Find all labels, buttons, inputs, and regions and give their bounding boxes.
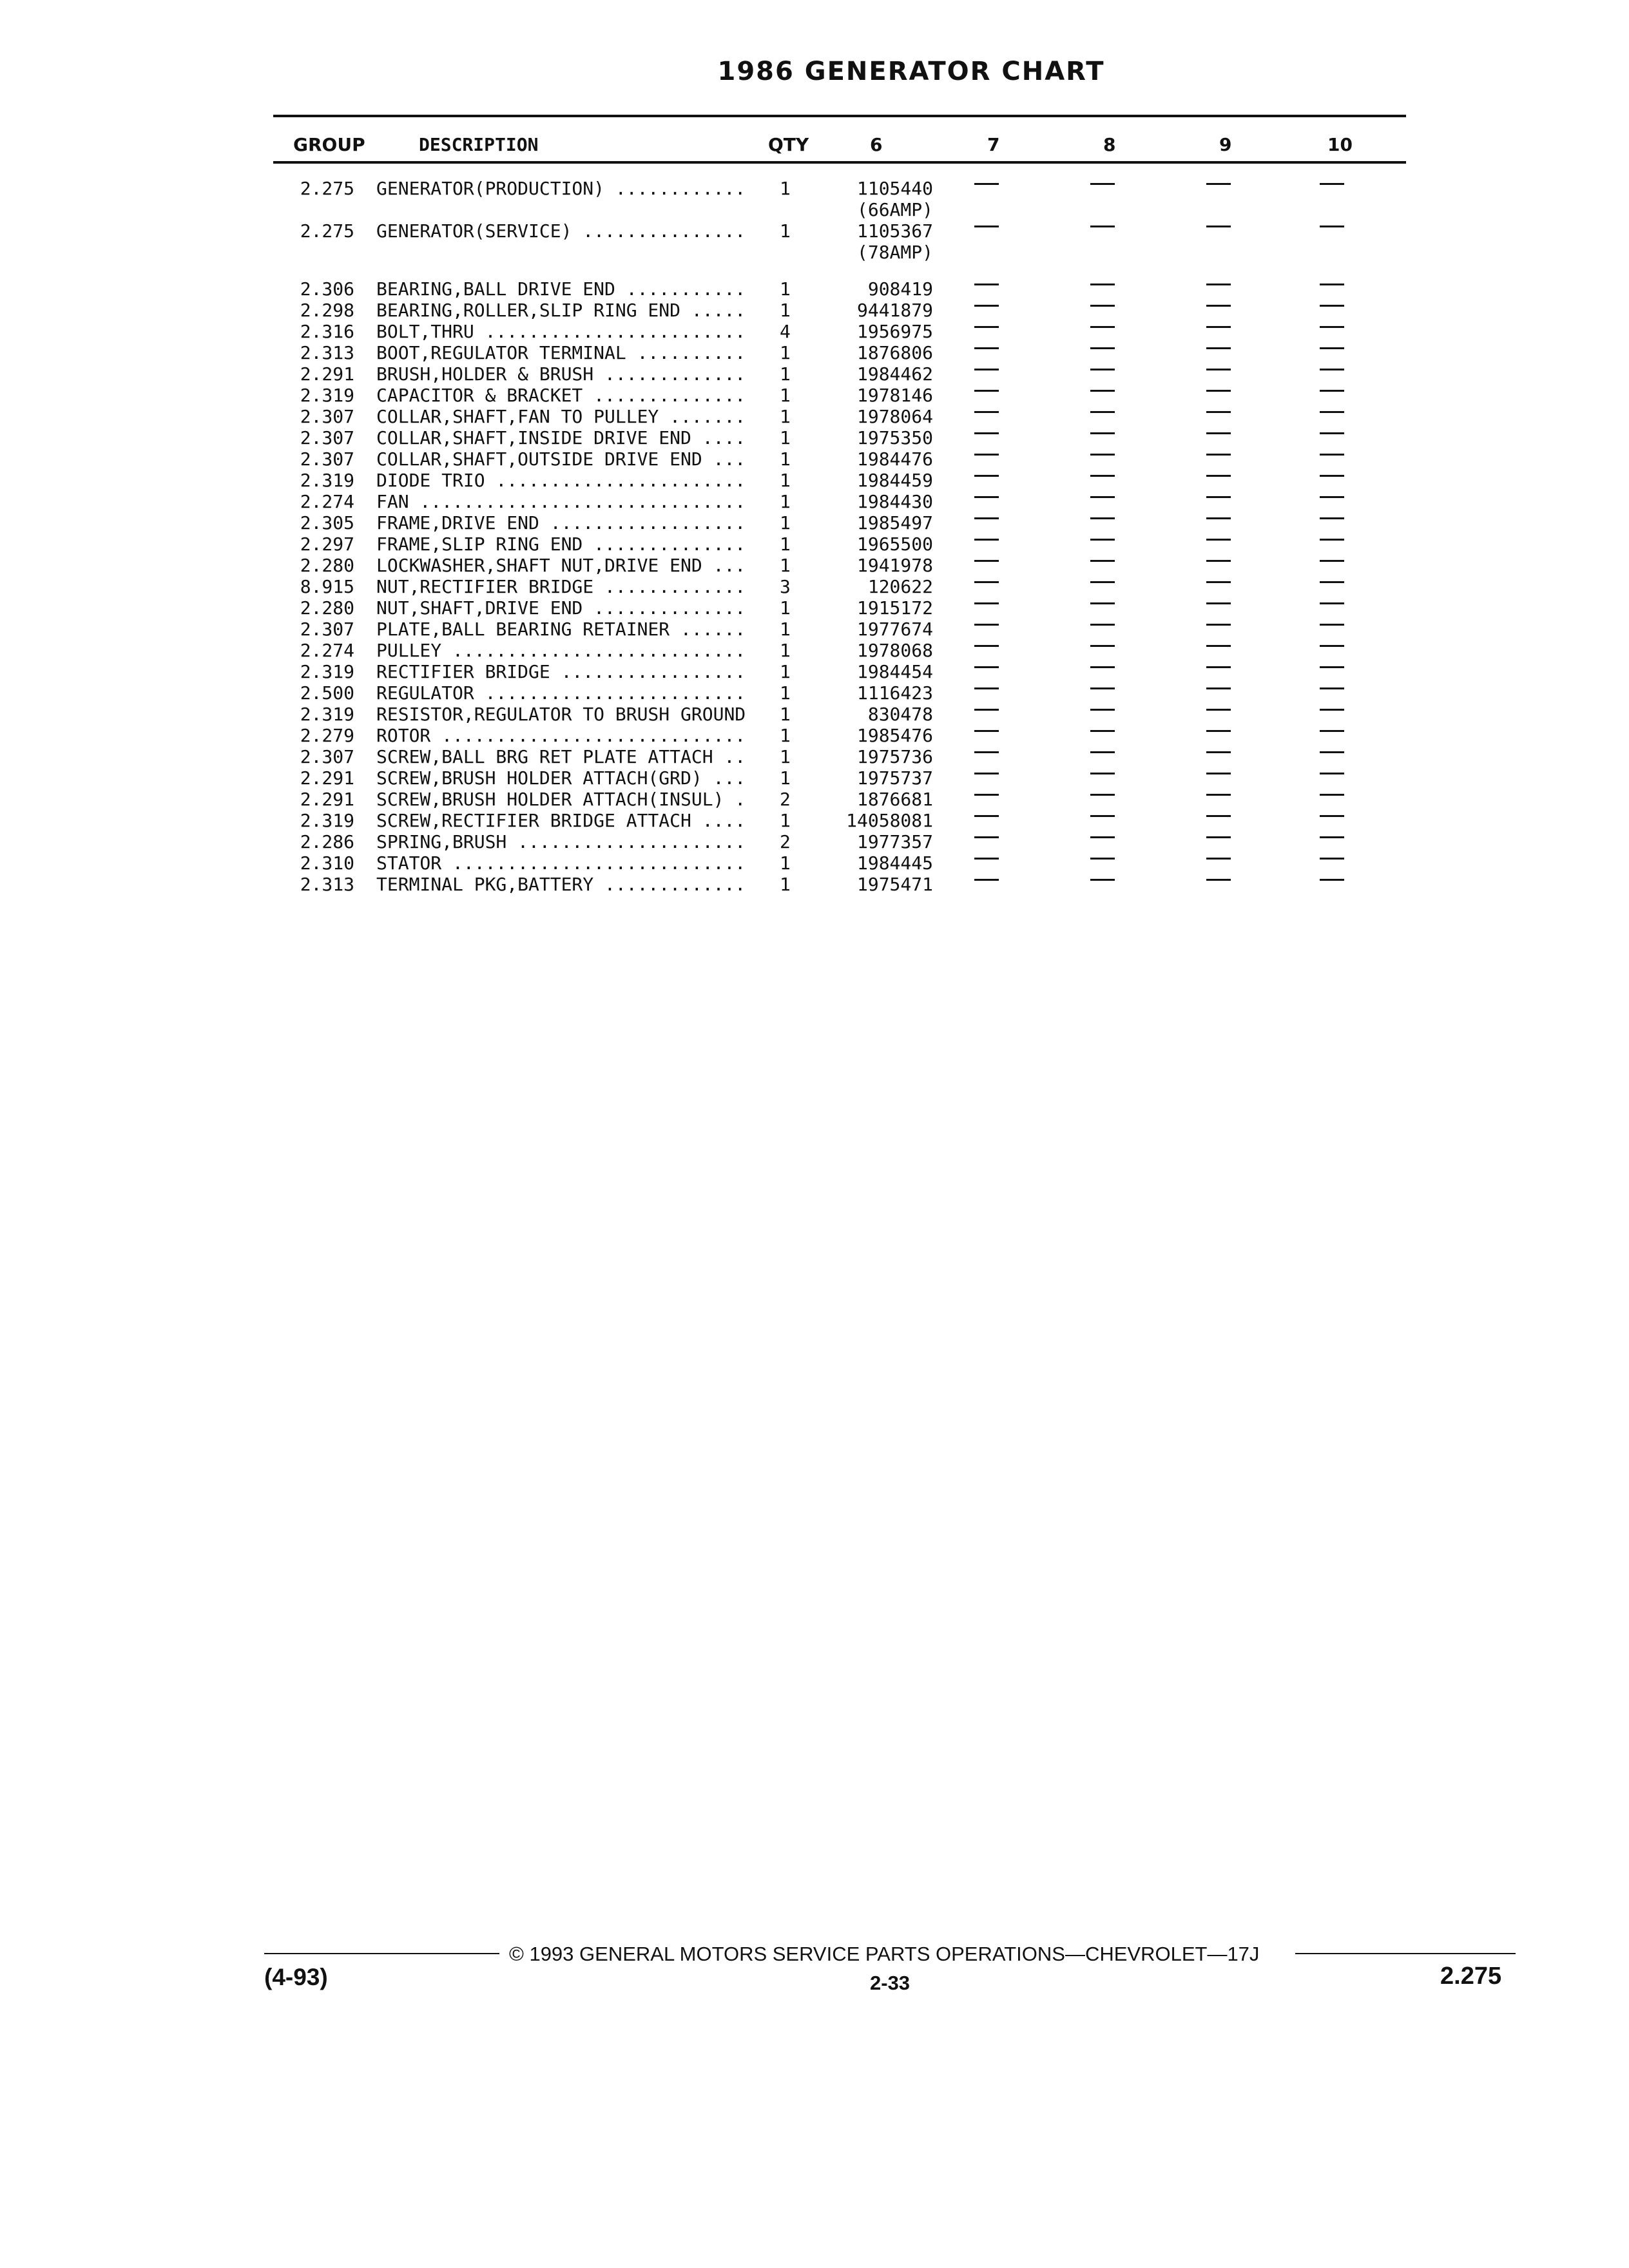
empty-cell-dash [1320,326,1344,328]
footer-rule-right [1295,1953,1516,1954]
empty-cell-dash [1090,581,1115,583]
row-group: 2.275 [300,220,354,242]
empty-cell-dash [1090,836,1115,838]
row-qty: 1 [780,491,791,512]
row-qty: 4 [780,321,791,342]
row-part-number: 1876681 [856,789,933,810]
row-group: 2.275 [300,178,354,199]
empty-cell-dash [1320,879,1344,881]
row-qty: 1 [780,178,791,199]
row-part-number: 830478 [867,704,933,725]
row-description: FRAME,DRIVE END .................. [376,512,746,533]
row-part-number: 1956975 [856,321,933,342]
empty-cell-dash [1206,666,1231,668]
empty-cell-dash [1090,687,1115,689]
empty-cell-dash [974,858,999,860]
row-part-number: 1984459 [856,470,933,491]
empty-cell-dash [974,751,999,753]
empty-cell-dash [974,369,999,370]
empty-cell-dash [1206,730,1231,732]
empty-cell-dash [974,666,999,668]
empty-cell-dash [974,773,999,774]
row-description: RECTIFIER BRIDGE ................. [376,661,746,682]
row-description: BOOT,REGULATOR TERMINAL .......... [376,342,746,363]
row-description: SPRING,BRUSH ..................... [376,831,746,852]
row-qty: 1 [780,852,791,874]
empty-cell-dash [1206,411,1231,413]
footer-date: (4-93) [264,1964,328,1990]
row-description: COLLAR,SHAFT,INSIDE DRIVE END .... [376,427,746,448]
empty-cell-dash [1320,369,1344,370]
empty-cell-dash [974,581,999,583]
empty-cell-dash [1206,794,1231,796]
empty-cell-dash [1206,773,1231,774]
empty-cell-dash [1090,602,1115,604]
empty-cell-dash [1320,751,1344,753]
row-qty: 2 [780,789,791,810]
empty-cell-dash [1090,475,1115,477]
row-qty: 1 [780,278,791,300]
row-group: 2.274 [300,491,354,512]
row-description: BEARING,BALL DRIVE END ........... [376,278,746,300]
empty-cell-dash [1090,645,1115,647]
row-part-note: (66AMP) [856,199,933,220]
empty-cell-dash [1206,432,1231,434]
header-description: DESCRIPTION [419,134,539,155]
empty-cell-dash [1320,794,1344,796]
row-group: 2.306 [300,278,354,300]
row-description: STATOR ........................... [376,852,746,874]
row-qty: 1 [780,704,791,725]
empty-cell-dash [1090,539,1115,541]
empty-cell-dash [1090,666,1115,668]
empty-cell-dash [1206,183,1231,185]
empty-cell-dash [1320,305,1344,307]
empty-cell-dash [974,390,999,392]
row-description: FRAME,SLIP RING END .............. [376,533,746,555]
row-qty: 1 [780,533,791,555]
row-group: 2.319 [300,704,354,725]
empty-cell-dash [1320,836,1344,838]
row-qty: 1 [780,448,791,470]
row-part-number: 1116423 [856,682,933,704]
empty-cell-dash [974,794,999,796]
row-part-number: 120622 [867,576,933,597]
header-col-7: 7 [987,134,1000,155]
row-group: 2.307 [300,746,354,767]
empty-cell-dash [1090,815,1115,817]
row-qty: 1 [780,220,791,242]
empty-cell-dash [1090,305,1115,307]
empty-cell-dash [1090,709,1115,711]
empty-cell-dash [974,624,999,626]
empty-cell-dash [1206,645,1231,647]
row-part-number: 1941978 [856,555,933,576]
empty-cell-dash [974,475,999,477]
empty-cell-dash [1320,624,1344,626]
empty-cell-dash [1090,454,1115,456]
empty-cell-dash [1090,390,1115,392]
row-part-number: 1105440 [856,178,933,199]
row-group: 2.319 [300,661,354,682]
empty-cell-dash [974,454,999,456]
empty-cell-dash [974,496,999,498]
row-group: 2.280 [300,555,354,576]
row-part-number: 1915172 [856,597,933,619]
row-part-note: (78AMP) [856,242,933,263]
header-col-8: 8 [1103,134,1116,155]
row-description: ROTOR ............................ [376,725,746,746]
row-qty: 1 [780,363,791,385]
row-description: DIODE TRIO ....................... [376,470,746,491]
empty-cell-dash [1090,326,1115,328]
empty-cell-dash [1320,602,1344,604]
header-top-rule [273,115,1406,117]
empty-cell-dash [974,432,999,434]
row-part-number: 1985497 [856,512,933,533]
empty-cell-dash [1206,390,1231,392]
row-part-number: 1984445 [856,852,933,874]
row-description: GENERATOR(SERVICE) ............... [376,220,746,242]
empty-cell-dash [1206,687,1231,689]
empty-cell-dash [1090,369,1115,370]
row-description: FAN .............................. [376,491,746,512]
row-description: NUT,RECTIFIER BRIDGE ............. [376,576,746,597]
empty-cell-dash [1320,475,1344,477]
row-part-number: 1975471 [856,874,933,895]
row-part-number: 1975350 [856,427,933,448]
row-part-number: 1984430 [856,491,933,512]
row-group: 2.319 [300,385,354,406]
header-col-9: 9 [1219,134,1232,155]
row-qty: 1 [780,725,791,746]
empty-cell-dash [1090,560,1115,562]
row-description: COLLAR,SHAFT,OUTSIDE DRIVE END ... [376,448,746,470]
empty-cell-dash [1090,284,1115,285]
empty-cell-dash [974,305,999,307]
row-part-number: 1876806 [856,342,933,363]
footer-rule-left [264,1953,499,1954]
empty-cell-dash [974,602,999,604]
row-description: SCREW,BALL BRG RET PLATE ATTACH .. [376,746,746,767]
row-part-number: 1984454 [856,661,933,682]
row-qty: 1 [780,406,791,427]
page-title: 1986 GENERATOR CHART [717,57,1105,86]
row-group: 2.291 [300,767,354,789]
empty-cell-dash [1320,517,1344,519]
empty-cell-dash [1206,836,1231,838]
row-qty: 1 [780,555,791,576]
row-group: 2.313 [300,342,354,363]
empty-cell-dash [1206,226,1231,227]
empty-cell-dash [1090,730,1115,732]
row-part-number: 1977674 [856,619,933,640]
empty-cell-dash [1090,183,1115,185]
empty-cell-dash [974,645,999,647]
footer-section-number: 2.275 [1440,1963,1502,1990]
empty-cell-dash [1090,496,1115,498]
empty-cell-dash [1320,390,1344,392]
empty-cell-dash [1320,560,1344,562]
empty-cell-dash [974,879,999,881]
empty-cell-dash [1206,858,1231,860]
row-description: PULLEY ........................... [376,640,746,661]
empty-cell-dash [1206,475,1231,477]
empty-cell-dash [1206,602,1231,604]
row-description: TERMINAL PKG,BATTERY ............. [376,874,746,895]
row-description: BRUSH,HOLDER & BRUSH ............. [376,363,746,385]
row-description: SCREW,BRUSH HOLDER ATTACH(INSUL) . [376,789,746,810]
empty-cell-dash [1206,369,1231,370]
row-qty: 1 [780,767,791,789]
empty-cell-dash [1090,794,1115,796]
empty-cell-dash [1206,347,1231,349]
empty-cell-dash [1320,347,1344,349]
empty-cell-dash [974,836,999,838]
row-qty: 1 [780,427,791,448]
row-part-number: 1105367 [856,220,933,242]
row-part-number: 1985476 [856,725,933,746]
empty-cell-dash [1320,815,1344,817]
empty-cell-dash [1090,517,1115,519]
row-qty: 1 [780,385,791,406]
row-group: 2.307 [300,619,354,640]
empty-cell-dash [974,560,999,562]
row-part-number: 1977357 [856,831,933,852]
row-qty: 1 [780,661,791,682]
empty-cell-dash [1206,751,1231,753]
row-qty: 1 [780,512,791,533]
empty-cell-dash [974,183,999,185]
row-group: 2.319 [300,470,354,491]
row-qty: 1 [780,874,791,895]
empty-cell-dash [1320,645,1344,647]
empty-cell-dash [1320,411,1344,413]
row-qty: 2 [780,831,791,852]
empty-cell-dash [1090,624,1115,626]
row-description: REGULATOR ........................ [376,682,746,704]
row-qty: 1 [780,746,791,767]
empty-cell-dash [974,517,999,519]
empty-cell-dash [1206,581,1231,583]
empty-cell-dash [1090,226,1115,227]
row-qty: 1 [780,810,791,831]
row-part-number: 908419 [867,278,933,300]
empty-cell-dash [974,709,999,711]
empty-cell-dash [1206,326,1231,328]
row-part-number: 1965500 [856,533,933,555]
row-group: 2.291 [300,789,354,810]
empty-cell-dash [974,411,999,413]
empty-cell-dash [1090,773,1115,774]
row-group: 2.286 [300,831,354,852]
empty-cell-dash [1320,773,1344,774]
row-qty: 1 [780,619,791,640]
row-part-number: 14058081 [846,810,933,831]
row-group: 2.274 [300,640,354,661]
row-qty: 1 [780,597,791,619]
row-description: GENERATOR(PRODUCTION) ............ [376,178,746,199]
row-group: 2.307 [300,406,354,427]
empty-cell-dash [974,284,999,285]
empty-cell-dash [1206,879,1231,881]
empty-cell-dash [974,347,999,349]
empty-cell-dash [1206,709,1231,711]
row-part-number: 1978064 [856,406,933,427]
header-col-6: 6 [870,134,883,155]
footer-copyright: © 1993 GENERAL MOTORS SERVICE PARTS OPERATIONS—CHEVROLET—17J [509,1943,1260,1965]
empty-cell-dash [1320,709,1344,711]
empty-cell-dash [1320,687,1344,689]
empty-cell-dash [1206,284,1231,285]
empty-cell-dash [1206,539,1231,541]
empty-cell-dash [1320,432,1344,434]
row-qty: 1 [780,470,791,491]
row-group: 2.298 [300,300,354,321]
empty-cell-dash [1320,284,1344,285]
empty-cell-dash [1206,560,1231,562]
row-description: CAPACITOR & BRACKET .............. [376,385,746,406]
row-part-number: 1978146 [856,385,933,406]
row-group: 2.316 [300,321,354,342]
row-group: 2.279 [300,725,354,746]
empty-cell-dash [1320,454,1344,456]
empty-cell-dash [1320,226,1344,227]
empty-cell-dash [1206,305,1231,307]
row-qty: 1 [780,300,791,321]
empty-cell-dash [1090,858,1115,860]
empty-cell-dash [1206,624,1231,626]
empty-cell-dash [1206,454,1231,456]
row-part-number: 1978068 [856,640,933,661]
empty-cell-dash [1090,879,1115,881]
empty-cell-dash [974,815,999,817]
row-description: BOLT,THRU ........................ [376,321,746,342]
header-group: GROUP [293,134,365,155]
row-group: 2.307 [300,427,354,448]
row-part-number: 1984462 [856,363,933,385]
empty-cell-dash [974,326,999,328]
row-group: 2.313 [300,874,354,895]
row-description: COLLAR,SHAFT,FAN TO PULLEY ....... [376,406,746,427]
empty-cell-dash [1320,666,1344,668]
row-description: BEARING,ROLLER,SLIP RING END ..... [376,300,746,321]
row-group: 2.319 [300,810,354,831]
empty-cell-dash [974,226,999,227]
empty-cell-dash [1206,496,1231,498]
row-group: 2.297 [300,533,354,555]
row-description: RESISTOR,REGULATOR TO BRUSH GROUND [376,704,746,725]
row-qty: 1 [780,342,791,363]
empty-cell-dash [974,687,999,689]
row-qty: 1 [780,640,791,661]
empty-cell-dash [1090,347,1115,349]
row-description: LOCKWASHER,SHAFT NUT,DRIVE END ... [376,555,746,576]
empty-cell-dash [974,730,999,732]
empty-cell-dash [1090,751,1115,753]
row-group: 2.500 [300,682,354,704]
header-qty: QTY [768,134,809,155]
empty-cell-dash [1320,581,1344,583]
row-group: 2.307 [300,448,354,470]
row-group: 2.310 [300,852,354,874]
header-bottom-rule [273,161,1406,164]
row-description: SCREW,BRUSH HOLDER ATTACH(GRD) ... [376,767,746,789]
row-group: 2.280 [300,597,354,619]
empty-cell-dash [1206,815,1231,817]
empty-cell-dash [974,539,999,541]
empty-cell-dash [1320,730,1344,732]
row-group: 2.305 [300,512,354,533]
row-description: PLATE,BALL BEARING RETAINER ...... [376,619,746,640]
row-qty: 1 [780,682,791,704]
row-description: SCREW,RECTIFIER BRIDGE ATTACH .... [376,810,746,831]
empty-cell-dash [1320,858,1344,860]
empty-cell-dash [1320,496,1344,498]
row-description: NUT,SHAFT,DRIVE END .............. [376,597,746,619]
row-part-number: 9441879 [856,300,933,321]
header-col-10: 10 [1327,134,1353,155]
empty-cell-dash [1090,432,1115,434]
row-qty: 3 [780,576,791,597]
row-group: 2.291 [300,363,354,385]
footer-page-number: 2-33 [870,1972,911,1994]
row-part-number: 1984476 [856,448,933,470]
row-group: 8.915 [300,576,354,597]
row-part-number: 1975737 [856,767,933,789]
empty-cell-dash [1320,183,1344,185]
empty-cell-dash [1090,411,1115,413]
empty-cell-dash [1320,539,1344,541]
empty-cell-dash [1206,517,1231,519]
row-part-number: 1975736 [856,746,933,767]
